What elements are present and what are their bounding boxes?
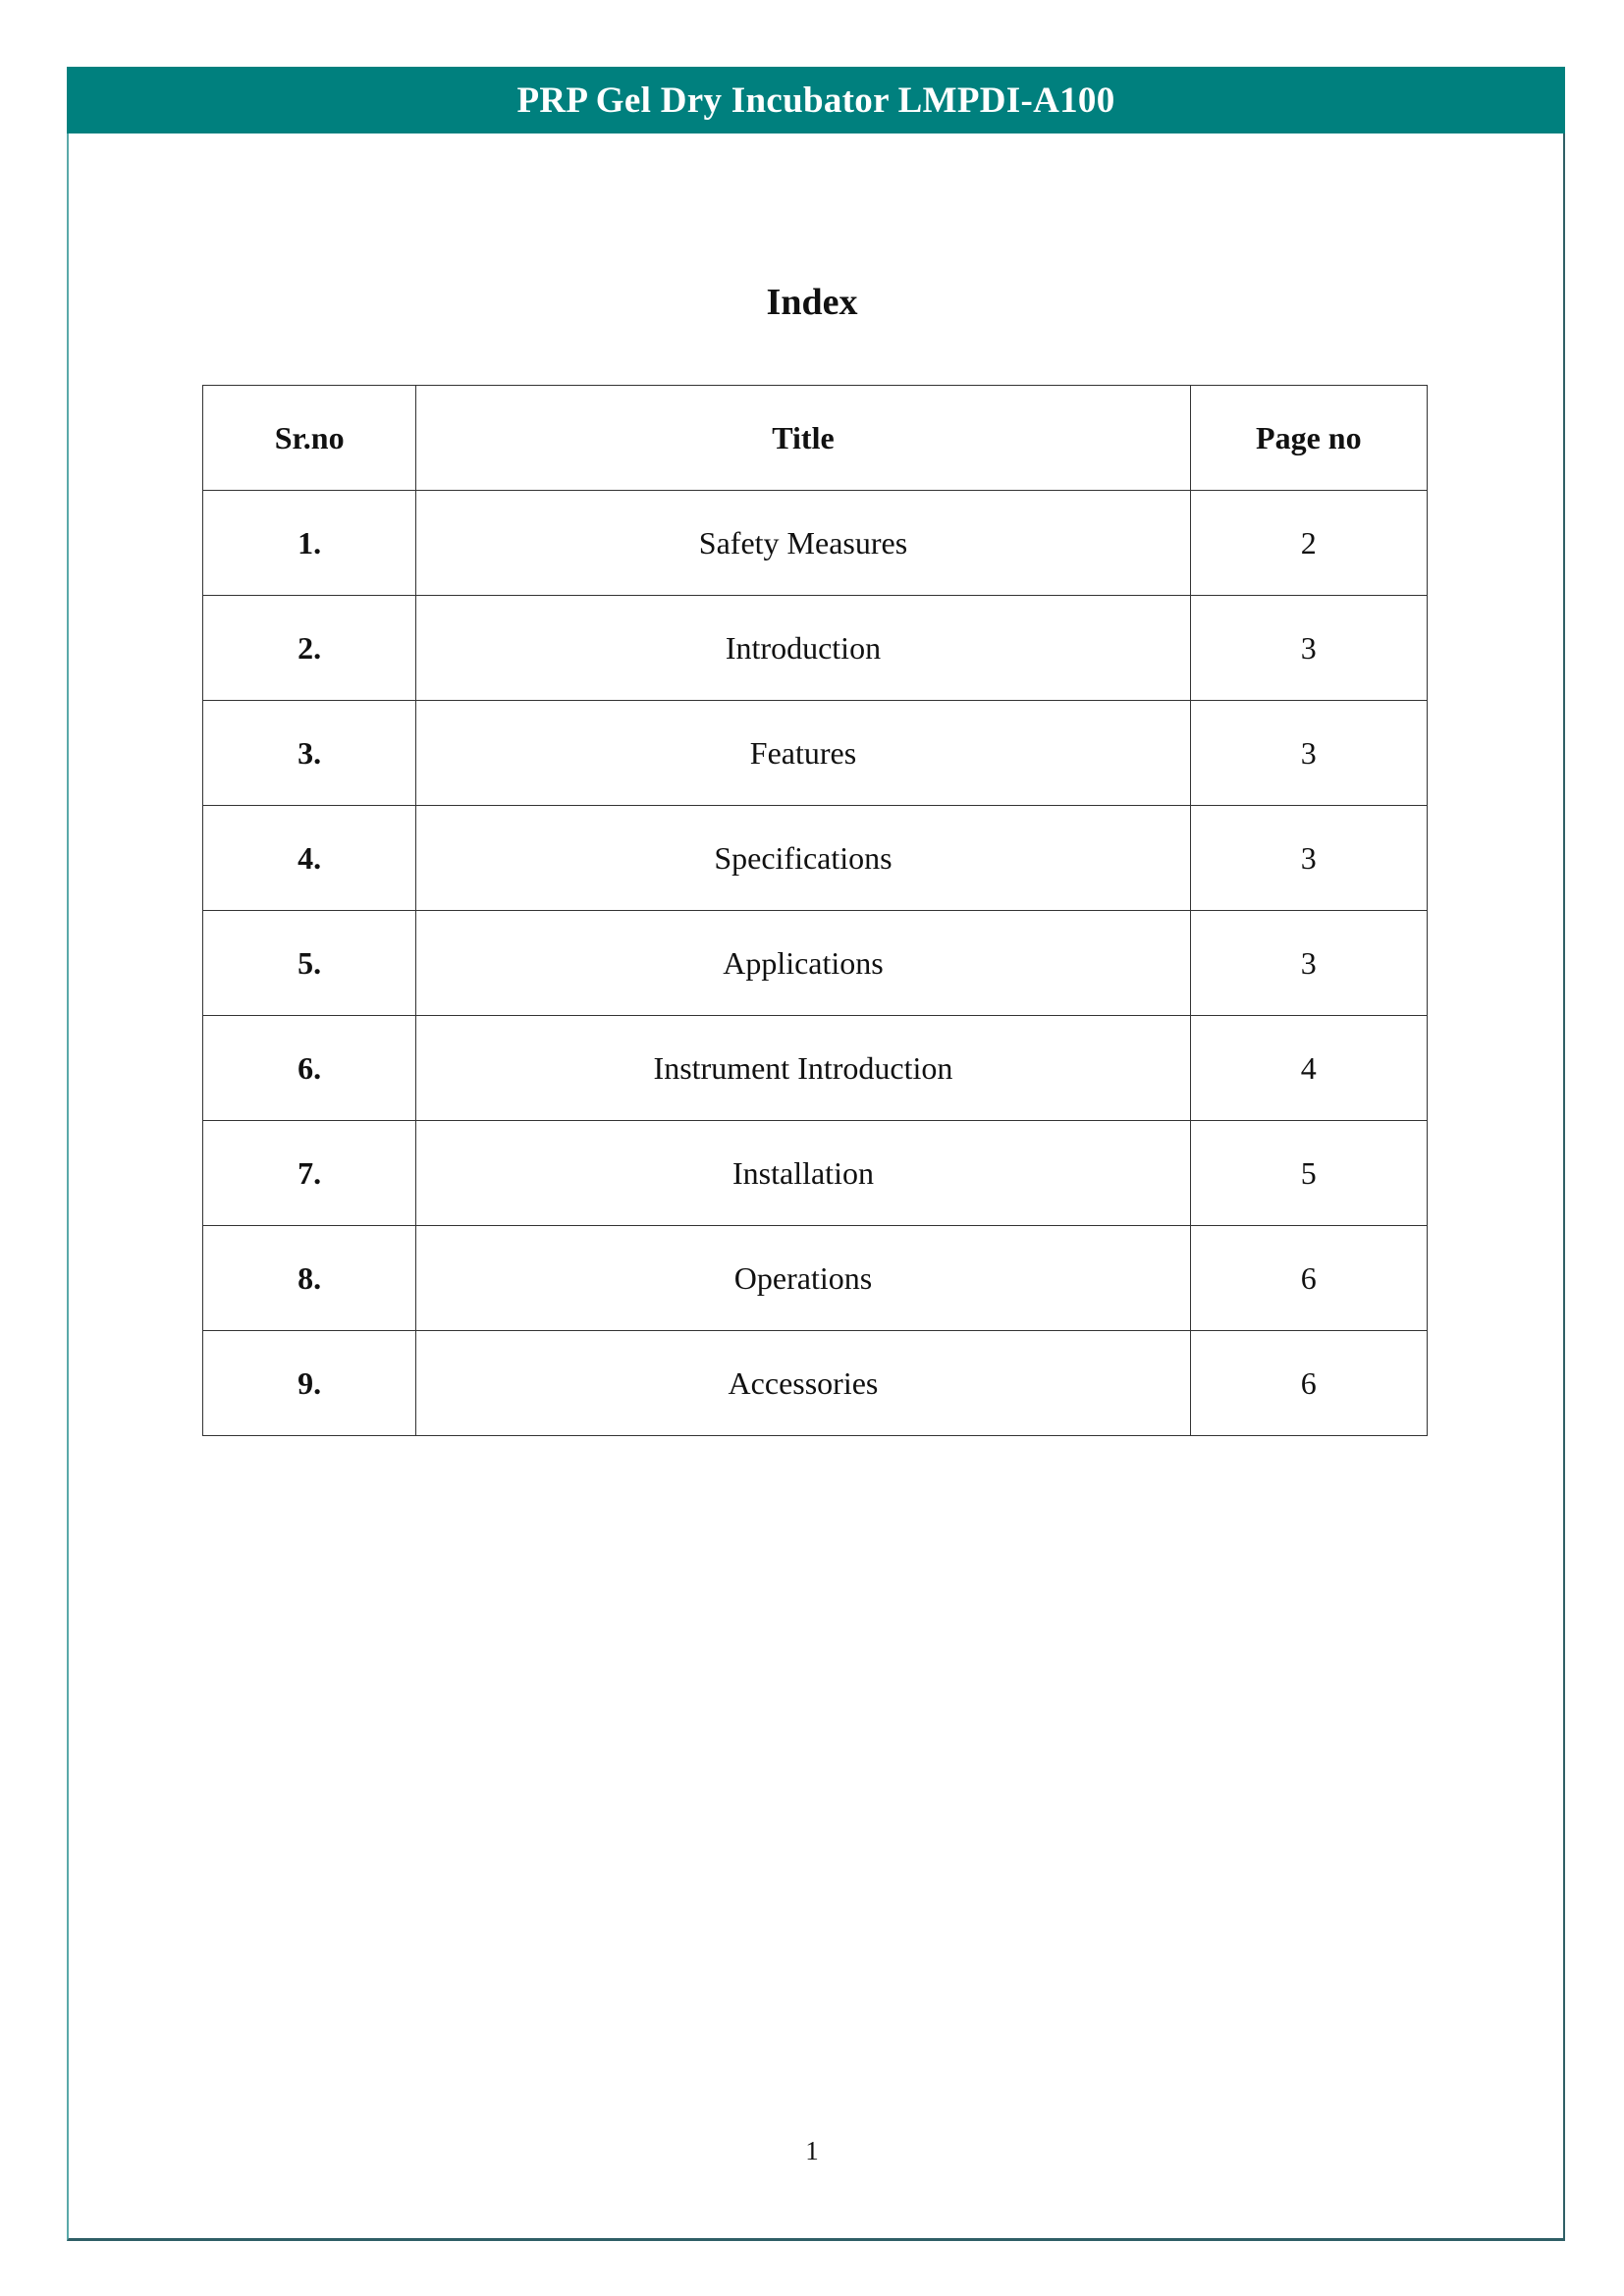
- row-title: Specifications: [416, 806, 1190, 911]
- row-title: Safety Measures: [416, 491, 1190, 596]
- index-table: [202, 385, 1428, 1436]
- table-row: [203, 806, 1428, 911]
- row-srno: 5.: [203, 911, 416, 1016]
- table-row: [203, 1121, 1428, 1226]
- row-page-no: 4: [1190, 1016, 1427, 1121]
- row-title: Operations: [416, 1226, 1190, 1331]
- page-number: 1: [805, 2136, 819, 2165]
- row-page-no: 3: [1190, 701, 1427, 806]
- row-srno: 7.: [203, 1121, 416, 1226]
- row-srno: 8.: [203, 1226, 416, 1331]
- table-header-row: [203, 386, 1428, 491]
- row-page-no: 3: [1190, 911, 1427, 1016]
- row-page-no: 6: [1190, 1226, 1427, 1331]
- table-row: [203, 1016, 1428, 1121]
- table-row: [203, 911, 1428, 1016]
- row-page-no: 3: [1190, 596, 1427, 701]
- row-title: Applications: [416, 911, 1190, 1016]
- table-row: [203, 596, 1428, 701]
- document-title: PRP Gel Dry Incubator LMPDI-A100: [516, 80, 1115, 121]
- index-heading: Index: [766, 282, 858, 323]
- row-title: Instrument Introduction: [416, 1016, 1190, 1121]
- row-page-no: 6: [1190, 1331, 1427, 1436]
- row-page-no: 5: [1190, 1121, 1427, 1226]
- table-row: [203, 1331, 1428, 1436]
- table-row: [203, 701, 1428, 806]
- column-header-title: Title: [416, 386, 1190, 491]
- table-row: [203, 491, 1428, 596]
- column-header-page-no: Page no: [1190, 386, 1427, 491]
- row-srno: 6.: [203, 1016, 416, 1121]
- row-title: Installation: [416, 1121, 1190, 1226]
- row-srno: 2.: [203, 596, 416, 701]
- table-row: [203, 1226, 1428, 1331]
- row-title: Features: [416, 701, 1190, 806]
- row-page-no: 2: [1190, 491, 1427, 596]
- document-header: [67, 67, 1565, 133]
- row-page-no: 3: [1190, 806, 1427, 911]
- row-srno: 3.: [203, 701, 416, 806]
- row-srno: 1.: [203, 491, 416, 596]
- row-title: Introduction: [416, 596, 1190, 701]
- row-title: Accessories: [416, 1331, 1190, 1436]
- row-srno: 4.: [203, 806, 416, 911]
- column-header-srno: Sr.no: [203, 386, 416, 491]
- row-srno: 9.: [203, 1331, 416, 1436]
